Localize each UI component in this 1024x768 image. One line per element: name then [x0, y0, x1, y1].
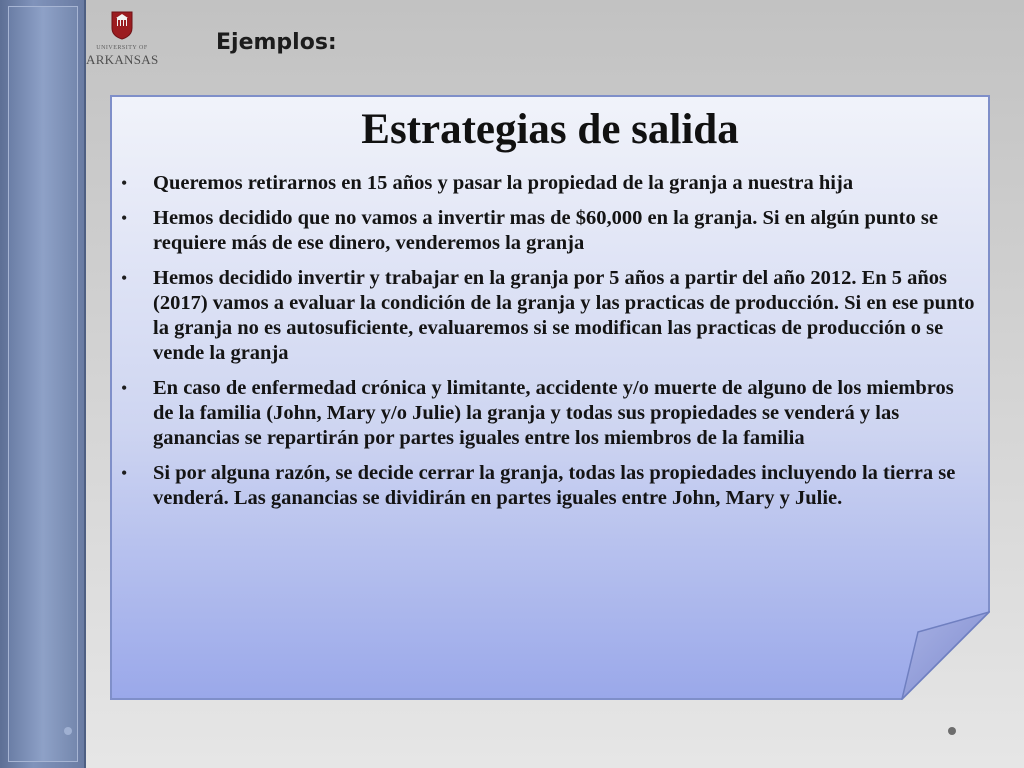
university-seal-icon	[110, 10, 134, 40]
bullet-text: Hemos decidido que no vamos a invertir mas de $60,000 en la granja. Si en algún punto se requiere más de ese dinero, venderemos la granja	[153, 207, 938, 254]
card-title: Estrategias de salida	[361, 106, 739, 153]
page-heading: Ejemplos:	[216, 30, 337, 55]
bullet-marker: •	[121, 208, 128, 228]
university-logo	[86, 6, 158, 68]
list-item	[121, 171, 975, 196]
bullet-text: Queremos retirarnos en 15 años y pasar la propiedad de la granja a nuestra hija	[153, 172, 854, 194]
left-decorative-bar	[0, 0, 86, 768]
list-item	[121, 461, 975, 511]
logo-main-text: ARKANSAS	[86, 52, 159, 67]
bullet-list	[121, 171, 975, 521]
right-bullet-dot	[948, 727, 956, 735]
bullet-text: En caso de enfermedad crónica y limitante, accidente y/o muerte de alguno de los miembros de la familia (John, Mary y/o Julie) la granja y todas sus propiedades se venderá y las ganancias se repartirán por partes iguales entre los miembros de la familia	[153, 377, 954, 449]
list-item	[121, 206, 975, 256]
left-bullet-dot	[64, 727, 72, 735]
logo-small-text: UNIVERSITY OF	[96, 45, 148, 51]
list-item	[121, 266, 975, 366]
bullet-marker: •	[121, 463, 128, 483]
bullet-marker: •	[121, 173, 128, 193]
list-item	[121, 376, 975, 451]
bullet-marker: •	[121, 378, 128, 398]
note-card	[110, 95, 990, 700]
bullet-text: Hemos decidido invertir y trabajar en la granja por 5 años a partir del año 2012. En 5 años (2017) vamos a evaluar la condición de la granja y las practicas de producción. Si en ese punto la granja no es autosuficiente, evaluaremos si se modifican las practicas de producción o se vende la granja	[153, 267, 975, 364]
bullet-marker: •	[121, 268, 128, 288]
left-decorative-bar-panel	[8, 6, 78, 762]
bullet-text: Si por alguna razón, se decide cerrar la granja, todas las propiedades incluyendo la tierra se venderá. Las ganancias se dividirán en partes iguales entre John, Mary y Julie.	[153, 462, 956, 509]
